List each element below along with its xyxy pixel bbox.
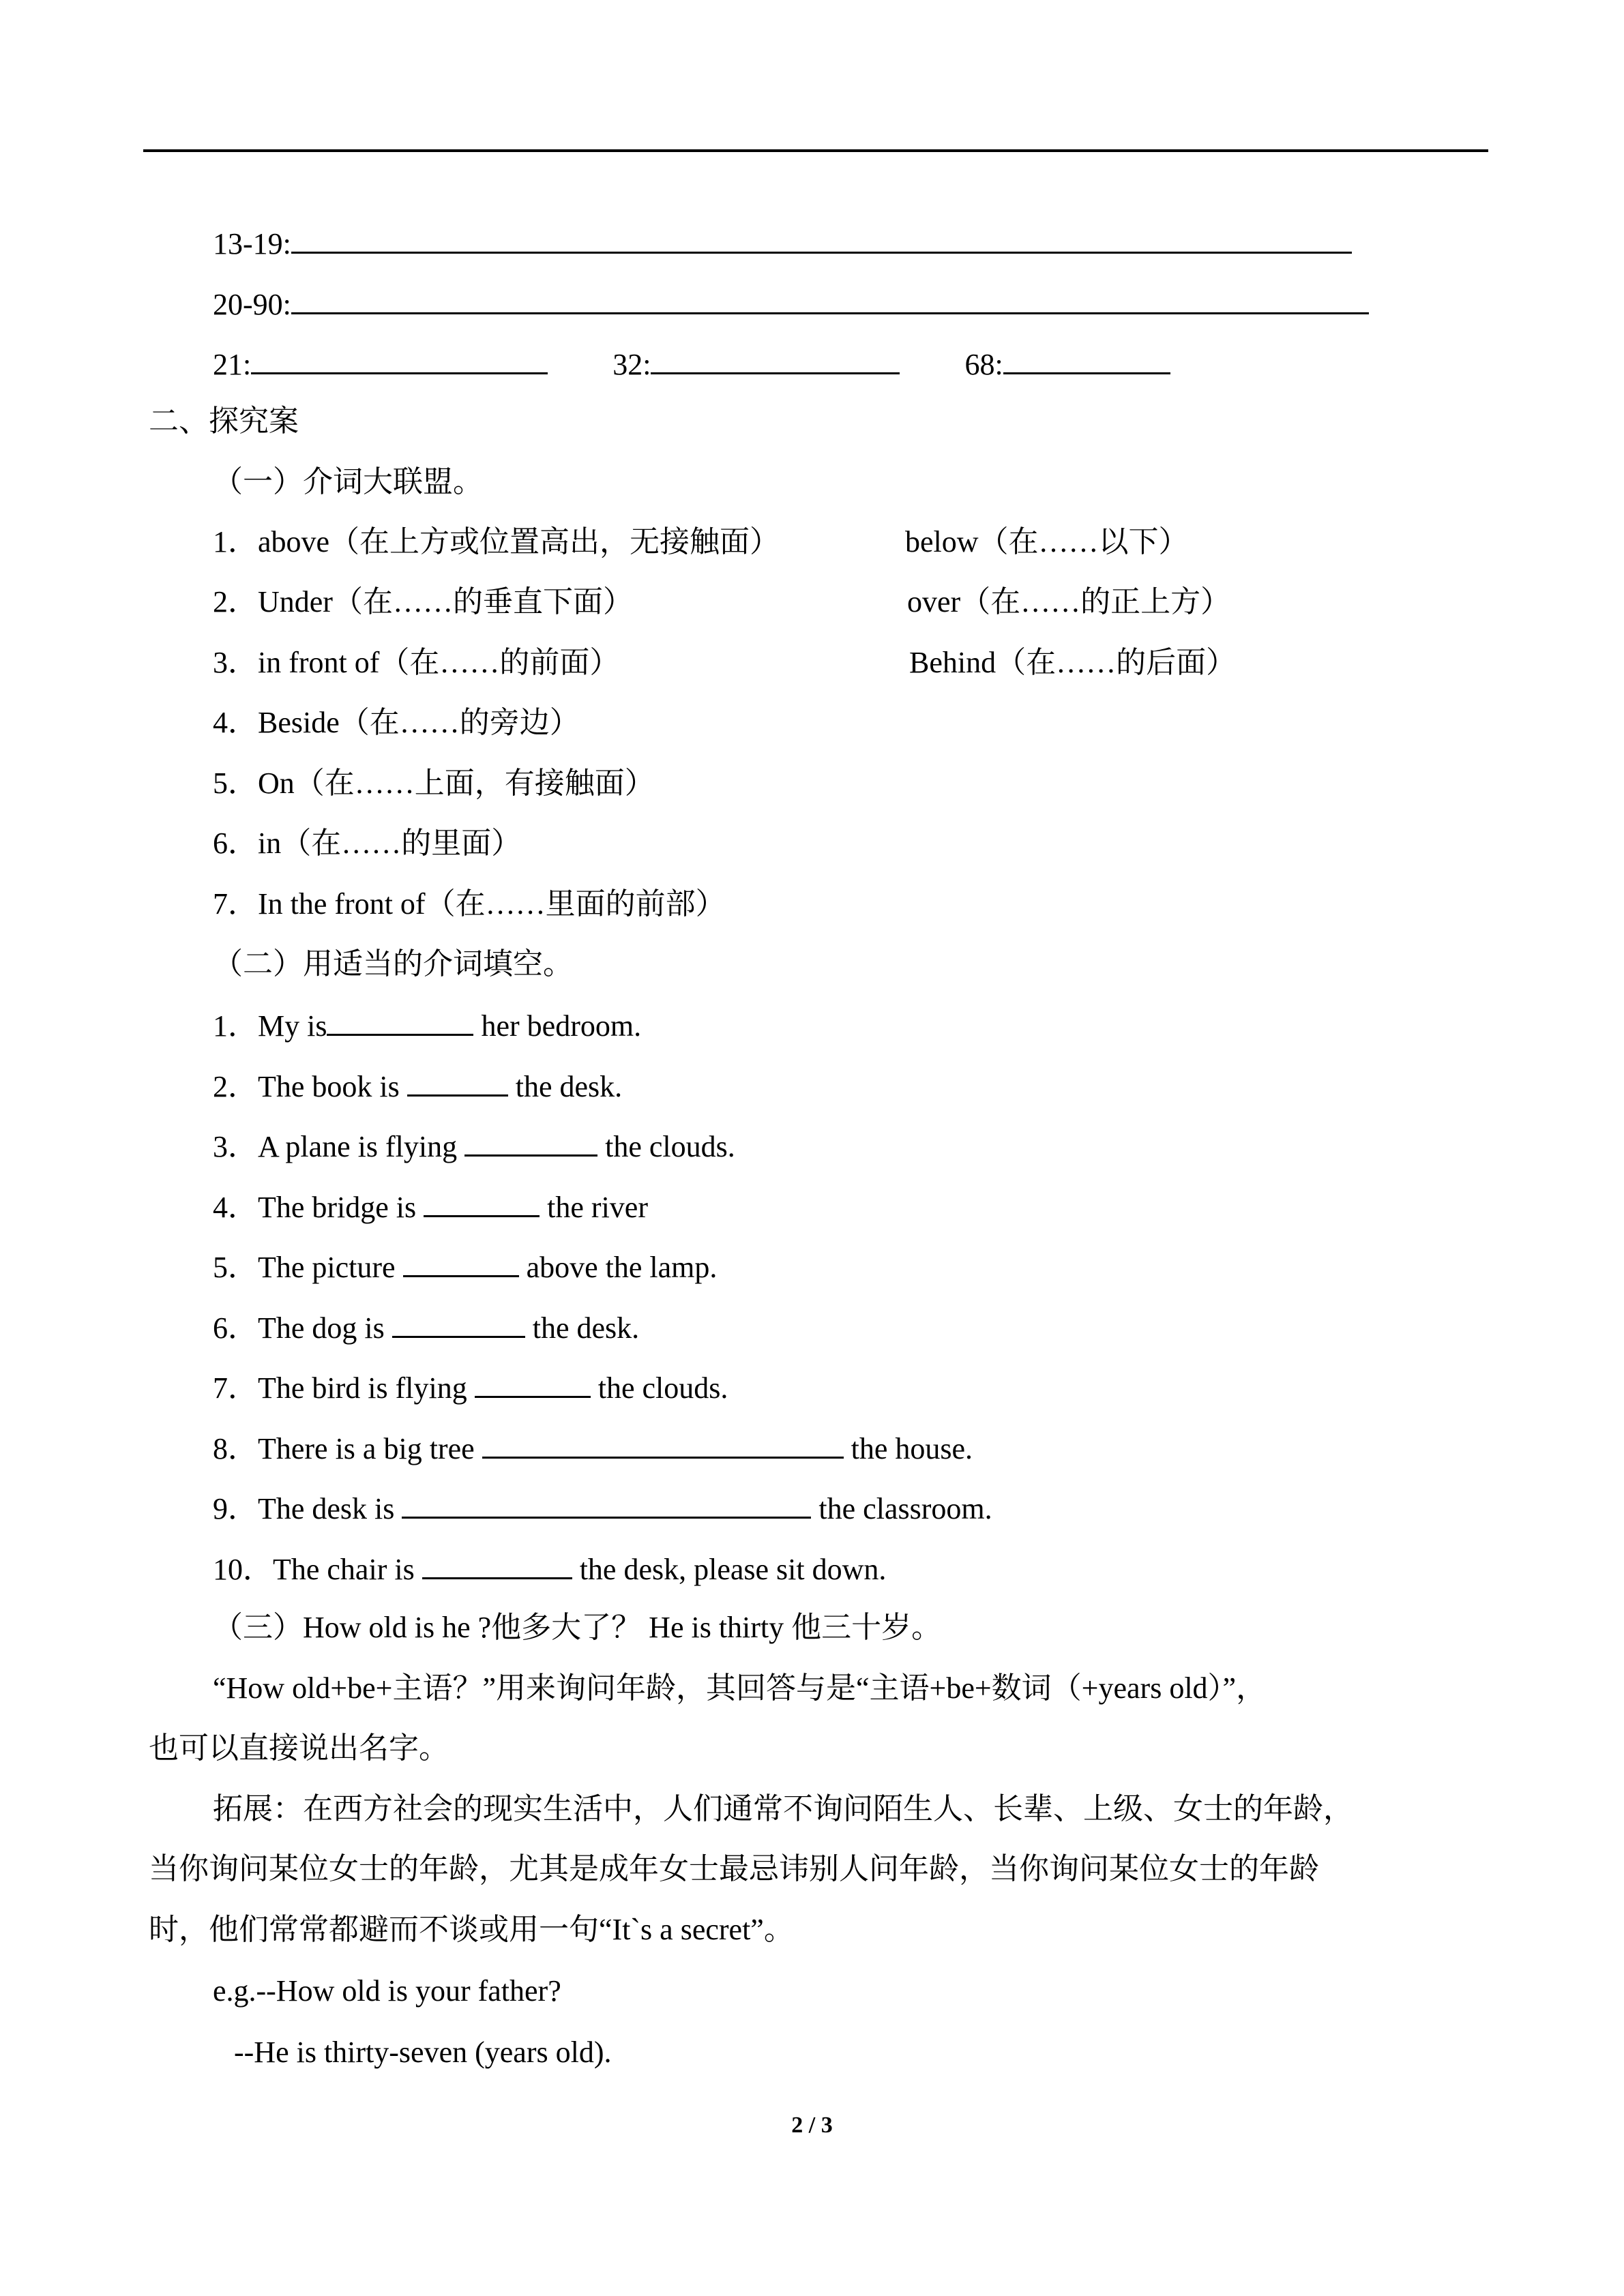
number-label: 21: (213, 348, 252, 381)
number-label: 13-19: (213, 227, 291, 260)
part2-title: （二）用适当的介词填空。 (213, 947, 573, 981)
answer-blank[interactable] (327, 1004, 473, 1036)
exercise-item: 9．The desk is the classroom. (213, 1487, 992, 1530)
example-line: --He is thirty-seven (years old). (234, 2036, 612, 2069)
preposition-item: 2．Under（在……的垂直下面） (213, 585, 633, 618)
exercise-item: 5．The picture above the lamp. (213, 1245, 717, 1288)
page-number: 2 / 3 (791, 2113, 833, 2138)
answer-blank[interactable] (464, 1124, 597, 1157)
header-rule (143, 149, 1488, 152)
paragraph-line: “How old+be+主语？”用来询问年龄，其回答与是“主语+be+数词（+years old）”， (213, 1671, 1267, 1705)
preposition-item: 1．above（在上方或位置高出，无接触面） (213, 525, 780, 558)
section-title: 二、探究案 (149, 404, 299, 438)
paragraph-line: 时，他们常常都避而不谈或用一句“It`s a secret”。 (149, 1913, 794, 1946)
number-label: 68: (964, 348, 1003, 381)
answer-blank[interactable] (291, 282, 1369, 314)
preposition-item-pair: below（在……以下） (905, 525, 1189, 558)
number-row-21-32-68 (213, 342, 1170, 385)
answer-blank[interactable] (422, 1547, 572, 1579)
exercise-item: 8．There is a big tree the house. (213, 1427, 973, 1470)
paragraph-line: 也可以直接说出名字。 (149, 1731, 449, 1765)
exercise-item: 10．The chair is the desk, please sit down. (213, 1547, 886, 1590)
exercise-item: 6．The dog is the desk. (213, 1306, 639, 1349)
paragraph-line: 拓展：在西方社会的现实生活中，人们通常不询问陌生人、长辈、上级、女士的年龄， (213, 1792, 1353, 1825)
exercise-item: 1．My is her bedroom. (213, 1004, 641, 1047)
preposition-item-pair: over（在……的正上方） (907, 585, 1231, 618)
answer-blank[interactable] (482, 1427, 844, 1459)
preposition-item-pair: Behind（在……的后面） (909, 646, 1237, 679)
answer-blank[interactable] (407, 1064, 508, 1097)
number-row-20-90 (213, 282, 1369, 325)
number-label: 20-90: (213, 288, 291, 321)
answer-blank[interactable] (403, 1245, 519, 1277)
preposition-item: 7．In the front of（在……里面的前部） (213, 887, 726, 921)
answer-blank[interactable] (291, 222, 1352, 254)
answer-blank[interactable] (475, 1366, 591, 1398)
exercise-item: 3．A plane is flying the clouds. (213, 1124, 735, 1167)
answer-blank[interactable] (651, 342, 900, 374)
answer-blank[interactable] (424, 1185, 540, 1217)
number-label: 32: (612, 348, 651, 381)
answer-blank[interactable] (392, 1306, 525, 1338)
preposition-item: 4．Beside（在……的旁边） (213, 706, 580, 739)
answer-blank[interactable] (251, 342, 548, 374)
exercise-item: 7．The bird is flying the clouds. (213, 1366, 728, 1409)
number-row-13-19 (213, 222, 1352, 265)
example-line: e.g.--How old is your father? (213, 1974, 561, 2008)
exercise-item: 2．The book is the desk. (213, 1064, 622, 1107)
preposition-item: 6．in（在……的里面） (213, 826, 522, 860)
part3-title: （三）How old is he ?他多大了？ He is thirty 他三十岁。 (213, 1611, 942, 1644)
part1-title: （一）介词大联盟。 (213, 465, 483, 498)
preposition-item: 5．On（在……上面，有接触面） (213, 766, 655, 800)
paragraph-line: 当你询问某位女士的年龄，尤其是成年女士最忌讳别人问年龄，当你询问某位女士的年龄 (149, 1852, 1319, 1885)
answer-blank[interactable] (1003, 342, 1170, 374)
exercise-item: 4．The bridge is the river (213, 1185, 648, 1228)
preposition-item: 3．in front of（在……的前面） (213, 646, 620, 679)
answer-blank[interactable] (402, 1487, 811, 1519)
